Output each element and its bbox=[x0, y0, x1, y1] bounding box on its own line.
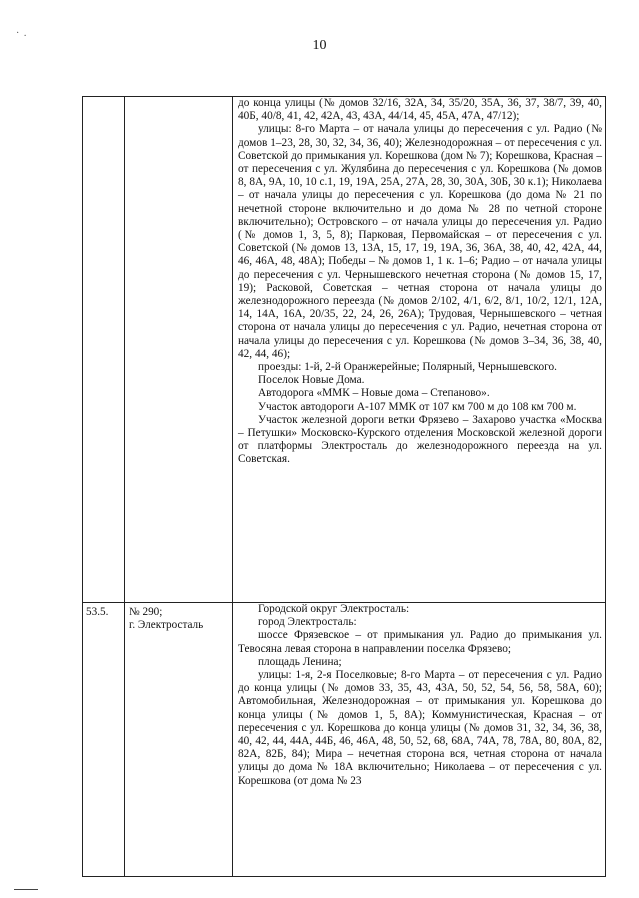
row-number-cell bbox=[83, 97, 125, 603]
description-paragraph: до конца улицы (№ домов 32/16, 32А, 34, 35/20, 35А, 36, 37, 38/7, 39, 40, 40Б, 40/8, 41, 42, 42А, 43, 43А, 44/14, 45, 45А, 47А, 47/12); bbox=[238, 97, 602, 123]
description-paragraph: Поселок Новые Дома. bbox=[258, 374, 365, 387]
description-paragraph: улицы: 1-я, 2-я Поселковые; 8-го Марта – от пересечения с ул. Радио до конца улицы (№ домов 33, 35, 43, 43А, 50, 52, 54, 56, 58, 58А, 60); Автомобильная, Железнодорожная – от примыкания ул. Корешкова до конца улицы (№ домов 1, 5, 8А); Коммунистическая, Красная – от пересечения с ул. Корешкова до конца улицы (№ домов 31, 32, 34, 36, 38, 40, 42, 44, 44А, 44Б, 46, 46А, 48, 50, 52, 68, 68А, 74А, 78, 78А, 80, 80А, 82, 82А, 82Б, 84); Мира – нечетная сторона вся, четная сторона от начала улицы до дома № 18А включительно; Николаева – от пересечения с ул. Корешкова (от дома № 23 bbox=[238, 669, 602, 787]
district-description-cell bbox=[233, 97, 606, 603]
description-paragraph: шоссе Фрязевское – от примыкания ул. Радио до примыкания ул. Тевосяна левая сторона в направлении поселка Фрязево; bbox=[238, 629, 602, 655]
description-paragraph: площадь Ленина; bbox=[258, 655, 342, 668]
description-paragraph: город Электросталь: bbox=[258, 616, 357, 629]
districts-table bbox=[82, 96, 606, 877]
description-paragraph: Участок железной дороги ветки Фрязево – Захарово участка «Москва – Петушки» Московско-Курского отделения Московской железной дороги от платформы Электросталь до железнодорожного переезда на ул. Советская. bbox=[238, 413, 602, 466]
description-paragraph: Городской округ Электросталь: bbox=[258, 603, 410, 615]
description-paragraph: улицы: 8-го Марта – от начала улицы до пересечения с ул. Радио (№ домов 1–23, 28, 30, 32, 34, 36, 40); Железнодорожная – от пересечения с ул. Советской до примыкания ул. Корешкова (дом № 7); Корешкова, Красная – от пересечения с ул. Жулябина до пересечения с ул. Корешкова (№ домов 8, 8А, 9А, 10, 10 с.1, 19, 19А, 25А, 27А, 28, 30, 30А, 30Б, 30 к.1); Николаева – от начала улицы до пересечения с ул. Корешкова (до дома № 21 по нечетной стороне включительно и до дома № 28 по четной стороне включительно); Островского – от начала улицы до пересечения ул. Радио (№ домов 1, 3, 5, 8); Парковая, Первомайская – от пересечения с ул. Советской (№ домов 13, 13А, 15, 17, 19, 19А, 36, 36А, 38, 40, 42, 42А, 44, 46, 46А, 48, 48А); Победы – № домов 1, 1 к. 1–6; Радио – от начала улицы до пересечения с ул. Чернышевского нечетная сторона (№ домов 15, 17, 19); Расковой, Советская – четная сторона от начала улицы до железнодорожного переезда (№ домов 2/102, 4/1, 6/2, 8/1, 10/2, 12/1, 12А, 14, 14А, 16А, 20/35, 22, 24, 26, 26А); Трудовая, Чернышевского – четная сторона от начала улицы до пересечения с ул. Радио, нечетная сторона от начала улицы до пересечения с ул. Корешкова (№ домов 3–34, 36, 38, 40, 42, 44, 46); bbox=[238, 123, 602, 360]
district-number: № 290; bbox=[129, 606, 163, 618]
description-paragraph: проезды: 1-й, 2-й Оранжерейные; Полярный, Чернышевского. bbox=[258, 361, 557, 374]
district-city: г. Электросталь bbox=[129, 619, 204, 632]
district-name-cell bbox=[125, 603, 233, 877]
district-name-cell bbox=[125, 97, 233, 603]
description-paragraph: Автодорога «ММК – Новые дома – Степаново». bbox=[258, 387, 490, 400]
description-paragraph: Участок автодороги А-107 ММК от 107 км 700 м до 108 км 700 м. bbox=[258, 400, 577, 413]
district-description-cell bbox=[233, 603, 606, 877]
table-row bbox=[83, 603, 606, 877]
scan-mark: · . bbox=[16, 28, 28, 39]
table-row bbox=[83, 97, 606, 603]
page-number: 10 bbox=[312, 38, 327, 53]
row-number-cell: 53.5. bbox=[83, 603, 125, 877]
footer-rule bbox=[14, 889, 38, 890]
